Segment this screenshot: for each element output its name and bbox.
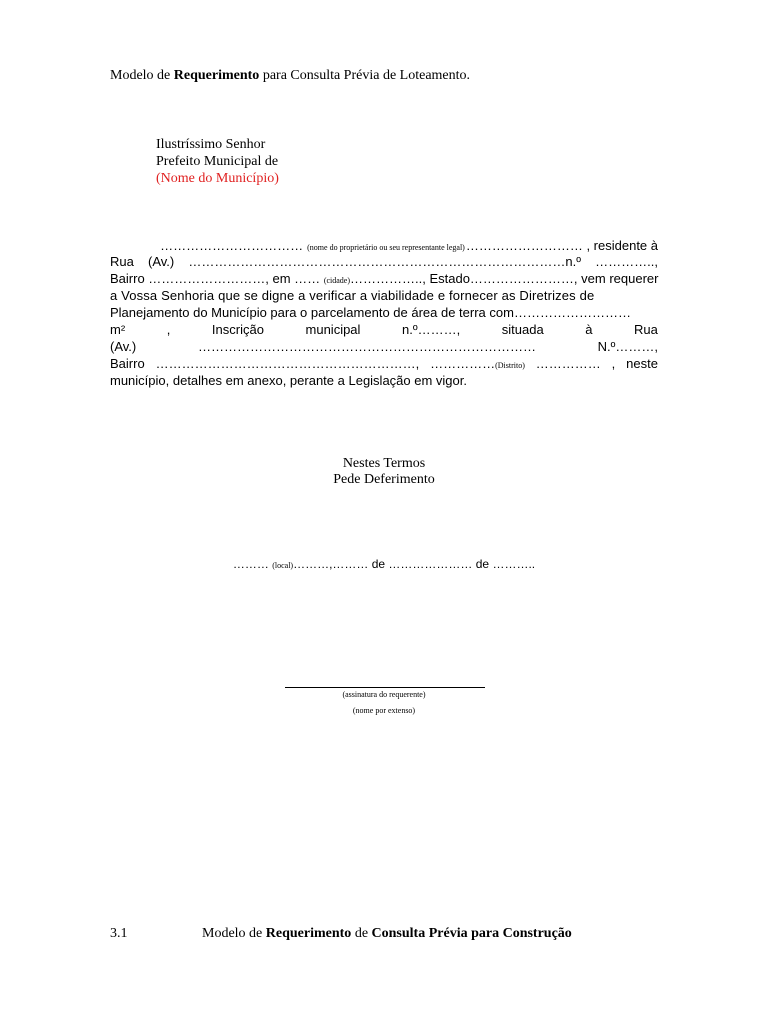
name-caption: (nome por extenso) bbox=[352, 706, 416, 715]
number-2: N.º………, bbox=[597, 339, 658, 354]
date-dots: ………,……… de ………………… de ……….. bbox=[293, 557, 536, 571]
street-label: Rua bbox=[110, 254, 134, 269]
place-note: (local) bbox=[272, 561, 294, 570]
state-tail: …………….., Estado……………………, vem requerer bbox=[350, 271, 659, 286]
title-bold: Requerimento bbox=[173, 68, 260, 83]
at-label: à bbox=[585, 322, 593, 337]
body-line-5 bbox=[110, 305, 658, 320]
closing-line-1: Nestes Termos bbox=[342, 456, 426, 471]
number-dots: ………….., bbox=[595, 254, 658, 269]
section-mid: de bbox=[351, 926, 372, 941]
body-text-4: a Vossa Senhoria que se digne a verificar a viabilidade e fornecer as Diretrizes de bbox=[110, 288, 595, 303]
section-number: 3.1 bbox=[110, 926, 128, 941]
this-label: neste bbox=[626, 356, 658, 371]
district-note: (Distrito) bbox=[495, 361, 525, 370]
city-note: (cidade) bbox=[323, 276, 351, 285]
comma-2: , bbox=[611, 356, 616, 371]
section-bold-2: Consulta Prévia para Construção bbox=[371, 926, 572, 941]
municipality-name-placeholder: (Nome do Município) bbox=[156, 171, 279, 186]
body-line-7 bbox=[110, 339, 658, 354]
district-city-dots: Bairro ………………………, em …… bbox=[110, 271, 321, 286]
street-label-2: Rua bbox=[634, 322, 658, 337]
comma: , bbox=[166, 322, 171, 337]
district-dots-2: …………… bbox=[535, 356, 601, 371]
square-meters: m² bbox=[110, 322, 126, 337]
neighborhood-label: Bairro bbox=[110, 356, 145, 371]
body-line-9 bbox=[110, 373, 658, 388]
document-title bbox=[110, 68, 470, 84]
addressee-line-1: Ilustríssimo Senhor bbox=[156, 137, 266, 152]
avenue-label-2: (Av.) bbox=[110, 339, 137, 354]
owner-tail: ……………………… , residente à bbox=[465, 238, 658, 253]
owner-note: (nome do proprietário ou seu representante legal) bbox=[307, 243, 465, 252]
body-line-1 bbox=[110, 238, 658, 253]
municipal-label: municipal bbox=[305, 322, 361, 337]
neighborhood-dots: ……………………………………………………, bbox=[155, 356, 420, 371]
place-dots: ……… bbox=[232, 557, 269, 571]
body-line-8 bbox=[110, 356, 658, 371]
body-text-5: Planejamento do Município para o parcelamento de área de terra com……………………… bbox=[110, 305, 631, 320]
street-dots-number: ……………………………………………………………………………n.º bbox=[188, 254, 581, 269]
body-text-9: município, detalhes em anexo, perante a Legislação em vigor. bbox=[110, 373, 467, 388]
owner-dots: …………………………… bbox=[160, 238, 304, 253]
avenue-label: (Av.) bbox=[148, 254, 175, 269]
street-dots-2: …………………………………………………………………… bbox=[197, 339, 536, 354]
located-label: situada bbox=[501, 322, 544, 337]
body-line-4 bbox=[110, 288, 658, 303]
body-line-6 bbox=[110, 322, 658, 337]
body-line-2 bbox=[110, 254, 658, 269]
registration-number: n.º………, bbox=[402, 322, 461, 337]
district-dots: …………… bbox=[430, 356, 496, 371]
signature-caption: (assinatura do requerente) bbox=[342, 690, 426, 699]
addressee-line-2: Prefeito Municipal de bbox=[156, 154, 279, 169]
section-title bbox=[202, 926, 572, 942]
title-suffix: para Consulta Prévia de Loteamento. bbox=[259, 68, 471, 83]
signature-line bbox=[285, 687, 485, 688]
title-prefix: Modelo de bbox=[110, 68, 174, 83]
district-field bbox=[430, 356, 525, 371]
section-bold-1: Requerimento bbox=[265, 926, 352, 941]
section-prefix: Modelo de bbox=[202, 926, 266, 941]
place-date-line bbox=[0, 557, 768, 571]
city-field bbox=[110, 271, 658, 286]
body-line-3 bbox=[110, 271, 658, 286]
registration-label: Inscrição bbox=[211, 322, 264, 337]
closing-line-2: Pede Deferimento bbox=[333, 472, 435, 487]
